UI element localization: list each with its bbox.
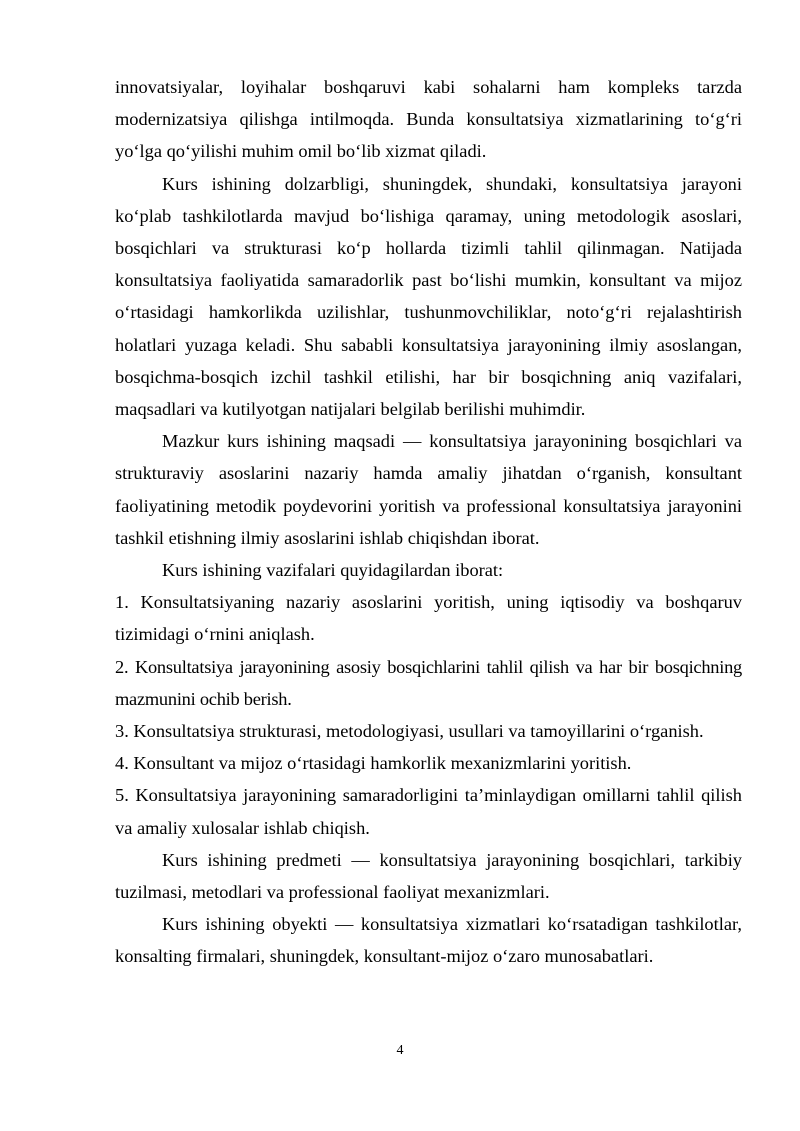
list-item-task-3: 3. Konsultatsiya strukturasi, metodologiyasi, usullari va tamoyillarini o‘rganish. (115, 721, 704, 742)
paragraph-object: Kurs ishining obyekti — konsultatsiya xizmatlari ko‘rsatadigan tashkilotlar, konsalting firmalari, shuningdek, konsultant-mijoz o‘zaro munosabatlari. (115, 914, 742, 967)
page-number: 4 (396, 1043, 404, 1058)
list-item-task-2: 2. Konsultatsiya jarayonining asosiy bosqichlarini tahlil qilish va har bir bosqichning mazmunini ochib berish. (115, 656, 742, 709)
paragraph-goal: Mazkur kurs ishining maqsadi — konsultatsiya jarayonining bosqichlari va strukturaviy asoslarini nazariy hamda amaliy jihatdan o‘rganish, konsultant faoliyatining metodik poydevorini yoritish va professional konsultatsiya jarayonini tashkil etishning ilmiy asoslarini ishlab chiqishdan iborat. (115, 431, 742, 548)
paragraph-relevance: Kurs ishining dolzarbligi, shuningdek, shundaki, konsultatsiya jarayoni ko‘plab tashkilotlarda mavjud bo‘lishiga qaramay, uning metodologik asoslari, bosqichlari va strukturasi ko‘p hollarda tizimli tahlil qilinmagan. Natijada konsultatsiya faoliyatida samaradorlik past bo‘lishi mumkin, konsultant va mijoz o‘rtasidagi hamkorlikda uzilishlar, tushunmovchiliklar, noto‘g‘ri rejalashtirish holatlari yuzaga keladi. Shu sababli konsultatsiya jarayonining ilmiy asoslangan, bosqichma-bosqich izchil tashkil etilishi, har bir bosqichning aniq vazifalari, maqsadlari va kutilyotgan natijalari belgilab berilishi muhimdir. (115, 173, 742, 420)
paragraph-tasks-heading: Kurs ishining vazifalari quyidagilardan iborat: (162, 560, 504, 581)
paragraph-subject: Kurs ishining predmeti — konsultatsiya jarayonining bosqichlari, tarkibiy tuzilmasi, metodlari va professional faoliyat mexanizmlari. (115, 849, 742, 903)
list-item-task-4: 4. Konsultant va mijoz o‘rtasidagi hamkorlik mexanizmlarini yoritish. (115, 753, 632, 774)
list-item-task-5: 5. Konsultatsiya jarayonining samaradorligini ta’minlaydigan omillarni tahlil qilish va amaliy xulosalar ishlab chiqish. (115, 785, 742, 838)
list-item-task-1: 1. Konsultatsiyaning nazariy asoslarini yoritish, uning iqtisodiy va boshqaruv tizimidagi o‘rnini aniqlash. (115, 592, 742, 645)
paragraph-intro-continuation: innovatsiyalar, loyihalar boshqaruvi kabi sohalarni ham kompleks tarzda modernizatsiya qilishga intilmoqda. Bunda konsultatsiya xizmatlarining to‘g‘ri yo‘lga qo‘yilishi muhim omil bo‘lib xizmat qiladi. (115, 77, 742, 162)
document-body (115, 71, 742, 973)
